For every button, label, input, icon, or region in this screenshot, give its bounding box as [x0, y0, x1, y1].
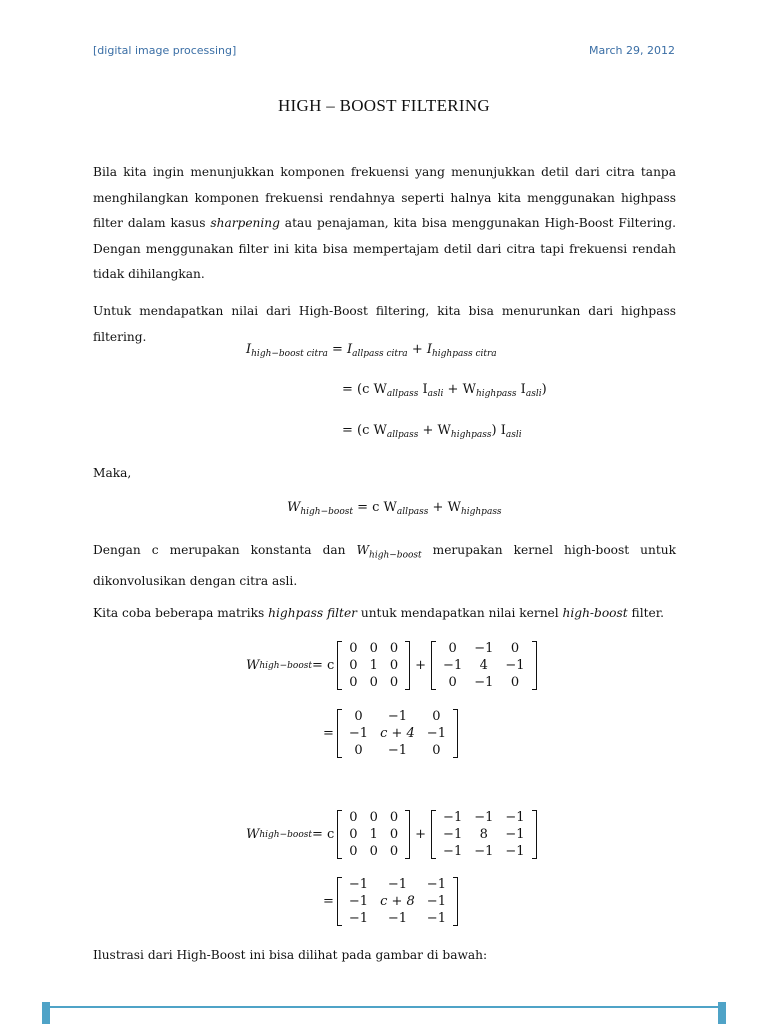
- eq4-part-2: + W: [428, 500, 461, 515]
- m1-matrix-b: [431, 641, 537, 690]
- eq4-symbol: W: [287, 500, 301, 515]
- illustration-paragraph: Ilustrasi dari High-Boost ini bisa dilihat pada gambar di bawah:: [93, 948, 488, 962]
- matrix-cell: −1: [474, 641, 494, 656]
- m2-eqc: = c: [311, 827, 335, 842]
- matrix-cell: 0: [448, 641, 457, 656]
- matrix-cell: 0: [354, 743, 363, 758]
- eq1-symbol-3: I: [426, 342, 432, 357]
- eq2-sub-4: asli: [525, 389, 542, 399]
- matrix-cell: −1: [474, 844, 494, 859]
- equation-2: [342, 382, 547, 399]
- m1-sub: high−boost: [259, 660, 312, 671]
- matrix-cell: −1: [348, 726, 369, 741]
- def-sub: high−boost: [369, 550, 422, 561]
- eq1-plus: +: [407, 342, 427, 357]
- matrix-cell: −1: [505, 827, 525, 842]
- footer-right-marker: [718, 1002, 726, 1024]
- def-symbol: W: [356, 543, 370, 557]
- matrix-cell: 0: [510, 641, 520, 656]
- def-text-2: merupakan kernel high-boost untuk dikonvolusikan dengan citra asli.: [93, 543, 676, 588]
- eq3-part-1: = (c W: [342, 423, 387, 438]
- eq1-symbol: I: [246, 342, 252, 357]
- matrix-cell: 4: [479, 658, 488, 673]
- matrix-cell: 0: [349, 810, 358, 825]
- eq3-sub-2: highpass: [450, 430, 492, 440]
- m1-lhs: W: [246, 658, 260, 673]
- matrix-cell: −1: [443, 658, 463, 673]
- eq2-sub-1: allpass: [386, 389, 419, 399]
- matrix-cell: 0: [349, 827, 358, 842]
- matrix-cell: −1: [387, 743, 408, 758]
- matrix-cell: 0: [389, 658, 399, 673]
- matrix-cell: 0: [349, 844, 358, 859]
- matrix-cell: 8: [479, 827, 488, 842]
- matrix-cell: 0: [510, 675, 520, 690]
- eq1-sub-2: allpass citra: [352, 349, 408, 359]
- matrix-cell: −1: [474, 675, 494, 690]
- mi-text-3: filter.: [627, 606, 665, 620]
- eq1-symbol-2: I: [346, 342, 353, 357]
- matrix-result-2: [323, 877, 461, 926]
- maka-text: Maka,: [93, 466, 132, 480]
- eq2-part-4: I: [516, 382, 526, 397]
- matrix-cell: −1: [443, 827, 463, 842]
- def-text-1: Dengan c merupakan konstanta dan: [93, 543, 357, 557]
- matrix-cell: 1: [369, 827, 378, 842]
- matrix-cell: −1: [505, 658, 525, 673]
- eq2-sub-3: highpass: [475, 389, 517, 399]
- matrix-intro-paragraph: [93, 601, 676, 627]
- m1-eqc: = c: [311, 658, 335, 673]
- mi-emphasis-1: highpass filter: [268, 606, 357, 620]
- eq3-part-2: + W: [418, 423, 451, 438]
- m1-plus: +: [415, 658, 427, 673]
- intro-paragraph: [93, 160, 676, 288]
- equation-1: [246, 342, 497, 359]
- matrix-cell: −1: [426, 911, 446, 926]
- m2-matrix-a: [337, 810, 410, 859]
- r2-matrix: [337, 877, 458, 926]
- matrix-cell: 0: [389, 827, 399, 842]
- matrix-cell: −1: [348, 911, 369, 926]
- footer-rule: [46, 1006, 722, 1008]
- eq4-part-1: = c W: [352, 500, 397, 515]
- intro-text-1: Bila kita ingin menunjukkan komponen frekuensi yang menunjukkan detil dari citra tanpa menghilangkan komponen frekuensi rendahnya seperti halnya kita menggunakan highpass filter dalam kasus: [93, 165, 676, 230]
- matrix-cell: −1: [387, 709, 408, 724]
- matrix-cell: −1: [426, 877, 446, 892]
- r2-equals: =: [323, 894, 334, 909]
- page-title: HIGH – BOOST FILTERING: [277, 96, 491, 115]
- eq2-part-2: I: [418, 382, 428, 397]
- matrix-equation-2: [246, 810, 540, 859]
- matrix-cell: 0: [349, 675, 358, 690]
- matrix-cell: −1: [387, 911, 408, 926]
- matrix-cell: −1: [443, 844, 463, 859]
- matrix-cell: 0: [448, 675, 457, 690]
- eq3-sub-1: allpass: [386, 430, 419, 440]
- equation-3: [342, 423, 522, 440]
- r1-equals: =: [323, 726, 334, 741]
- matrix-cell: c + 8: [380, 894, 415, 909]
- eq4-sub-3: highpass: [460, 507, 502, 517]
- matrix-cell: −1: [348, 894, 369, 909]
- eq2-end: ): [541, 382, 547, 397]
- eq4-sub-1: high−boost: [300, 507, 353, 517]
- matrix-cell: −1: [474, 810, 494, 825]
- matrix-cell: 1: [369, 658, 378, 673]
- eq1-sub-1: high−boost citra: [251, 349, 328, 359]
- matrix-cell: −1: [443, 810, 463, 825]
- matrix-cell: c + 4: [380, 726, 415, 741]
- matrix-cell: −1: [426, 726, 446, 741]
- eq2-part-3: + W: [443, 382, 476, 397]
- intro-emphasis: sharpening: [210, 216, 280, 230]
- matrix-result-1: [323, 709, 461, 758]
- matrix-cell: 0: [389, 810, 399, 825]
- matrix-cell: 0: [369, 675, 378, 690]
- matrix-cell: 0: [349, 641, 358, 656]
- matrix-cell: −1: [426, 894, 446, 909]
- matrix-cell: 0: [369, 844, 378, 859]
- matrix-cell: 0: [389, 641, 399, 656]
- eq2-part-1: = (c W: [342, 382, 387, 397]
- matrix-cell: −1: [505, 810, 525, 825]
- footer-left-marker: [42, 1002, 50, 1024]
- mi-text-1: Kita coba beberapa matriks: [93, 606, 269, 620]
- matrix-cell: 0: [369, 641, 378, 656]
- equation-4: [287, 500, 502, 517]
- intro-text-2: atau penajaman, kita bisa menggunakan High-Boost Filtering. Dengan menggunakan filter ini kita bisa mempertajam detil dari citra tapi frekuensi rendah tidak dihilangkan.: [93, 216, 676, 281]
- mi-emphasis-2: high-boost: [562, 606, 628, 620]
- matrix-cell: 0: [432, 709, 441, 724]
- matrix-cell: 0: [354, 709, 363, 724]
- definition-paragraph: [93, 538, 676, 594]
- m2-sub: high−boost: [259, 829, 312, 840]
- header-left: [digital image processing]: [93, 44, 237, 57]
- eq4-sub-2: allpass: [396, 507, 429, 517]
- matrix-cell: 0: [349, 658, 358, 673]
- m2-plus: +: [415, 827, 427, 842]
- r1-matrix: [337, 709, 458, 758]
- m1-matrix-a: [337, 641, 410, 690]
- eq3-sub-3: asli: [505, 430, 522, 440]
- m2-lhs: W: [246, 827, 260, 842]
- mi-text-2: untuk mendapatkan nilai kernel: [356, 606, 563, 620]
- eq3-part-3: ) I: [491, 423, 506, 438]
- eq1-equals: =: [327, 342, 347, 357]
- matrix-cell: 0: [389, 675, 399, 690]
- derivation-paragraph: Untuk mendapatkan nilai dari High-Boost filtering, kita bisa menurunkan dari highpass filtering.: [93, 304, 676, 344]
- matrix-cell: 0: [369, 810, 378, 825]
- eq1-sub-3: highpass citra: [432, 349, 497, 359]
- matrix-cell: −1: [387, 877, 408, 892]
- matrix-cell: −1: [348, 877, 369, 892]
- matrix-cell: −1: [505, 844, 525, 859]
- matrix-equation-1: [246, 641, 540, 690]
- matrix-cell: 0: [432, 743, 441, 758]
- m2-matrix-b: [431, 810, 537, 859]
- matrix-cell: 0: [389, 844, 399, 859]
- header-date: March 29, 2012: [588, 44, 675, 57]
- eq2-sub-2: asli: [427, 389, 444, 399]
